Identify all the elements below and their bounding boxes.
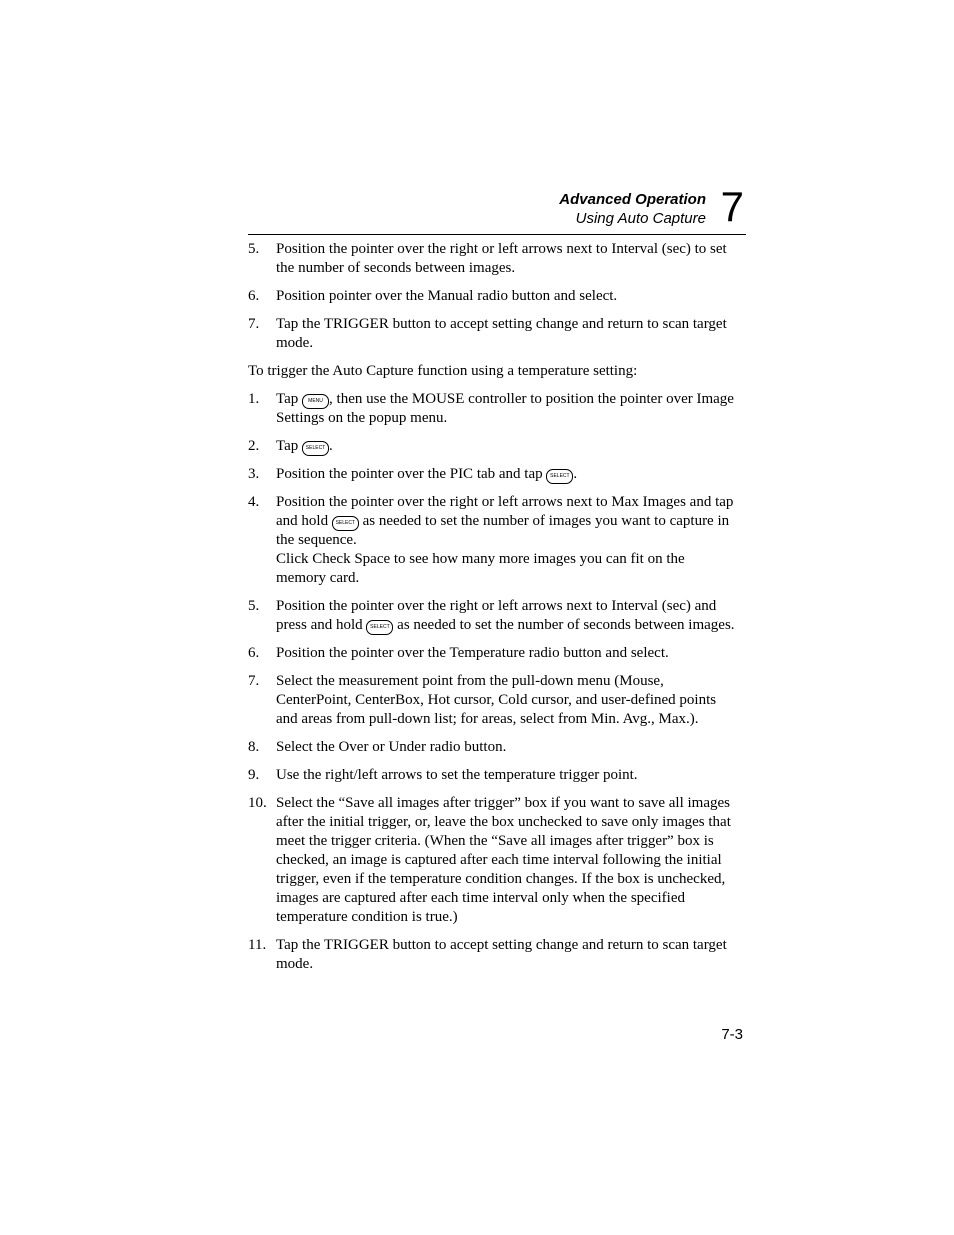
list-item [248, 738, 738, 757]
step-text: Position pointer over the Manual radio button and select. [276, 288, 618, 304]
select-button-icon: SELECT [366, 620, 393, 635]
step-text: Position the pointer over the right or left arrows next to Max Images and tap and hold [276, 494, 734, 529]
list-item [248, 794, 738, 927]
step-text: Tap [276, 391, 303, 407]
step-text: . [573, 466, 578, 482]
chapter-title: Advanced Operation [559, 191, 706, 208]
list-item [248, 597, 738, 635]
list-item [248, 644, 738, 663]
chapter-number: 7 [720, 183, 744, 230]
step-text: Position the pointer over the right or left arrows next to Interval (sec) to set the number of seconds between images. [276, 241, 727, 276]
step-number: 7. [248, 673, 260, 689]
step-text: Select the Over or Under radio button. [276, 739, 507, 755]
list-item [248, 390, 738, 428]
step-number: 5. [248, 598, 260, 614]
step-text: , then use the MOUSE controller to position the pointer over Image Settings on the popup menu. [276, 391, 734, 426]
step-number: 8. [248, 739, 260, 755]
step-number: 11. [248, 937, 267, 953]
step-text: Position the pointer over the Temperature radio button and select. [276, 645, 669, 661]
step-text: Use the right/left arrows to set the temperature trigger point. [276, 767, 638, 783]
step-text: Tap the TRIGGER button to accept setting change and return to scan target mode. [276, 316, 727, 351]
select-button-icon: SELECT [332, 516, 359, 531]
list-item [248, 936, 738, 974]
section-title: Using Auto Capture [575, 210, 706, 227]
step-number: 2. [248, 438, 260, 454]
step-text: Select the measurement point from the pull-down menu (Mouse, CenterPoint, CenterBox, Hot cursor, Cold cursor, and user-defined points and areas from pull-down list; for areas, select from Min. Avg., Max.). [276, 673, 717, 727]
page-number: 7-3 [721, 1026, 743, 1043]
intro-paragraph: To trigger the Auto Capture function using a temperature setting: [248, 363, 638, 379]
step-number: 7. [248, 316, 260, 332]
step-text: Tap [276, 438, 303, 454]
list-item [248, 465, 738, 484]
step-number: 6. [248, 645, 260, 661]
page-header [248, 183, 746, 235]
menu-button-icon: MENU [302, 394, 329, 409]
step-text: Select the “Save all images after trigger” box if you want to save all images after the initial trigger, or, leave the box unchecked to save only images that meet the trigger criteria. (When the “Save all images after trigger” box is checked, an image is captured after each time interval following the initial trigger, even if the temperature condition changes. If the box is unchecked, images are captured after each time interval only when the specified temperature condition is true.) [276, 795, 731, 925]
step-number: 4. [248, 494, 260, 510]
select-button-icon: SELECT [546, 469, 573, 484]
list-item [248, 672, 738, 729]
step-text: as needed to set the number of images you want to capture in the sequence. [276, 513, 730, 548]
list-item [248, 287, 738, 306]
step-number: 6. [248, 288, 260, 304]
step-number: 3. [248, 466, 260, 482]
list-item [248, 493, 738, 588]
list-item [248, 315, 738, 353]
step-text: . [329, 438, 333, 454]
step-number: 5. [248, 241, 260, 257]
step-text: Tap the TRIGGER button to accept setting change and return to scan target mode. [276, 937, 727, 972]
step-number: 9. [248, 767, 260, 783]
list-item [248, 240, 738, 278]
select-button-icon: SELECT [302, 441, 329, 456]
step-text: as needed to set the number of seconds between images. [393, 617, 735, 633]
step-note: Click Check Space to see how many more images you can fit on the memory card. [276, 551, 685, 586]
step-number: 10. [248, 795, 267, 811]
step-text: Position the pointer over the PIC tab and tap [276, 466, 547, 482]
step-text: Position the pointer over the right or left arrows next to Interval (sec) and press and hold [276, 598, 717, 633]
list-item [248, 766, 738, 785]
step-number: 1. [248, 391, 260, 407]
list-item [248, 437, 738, 456]
page-content [248, 240, 738, 983]
